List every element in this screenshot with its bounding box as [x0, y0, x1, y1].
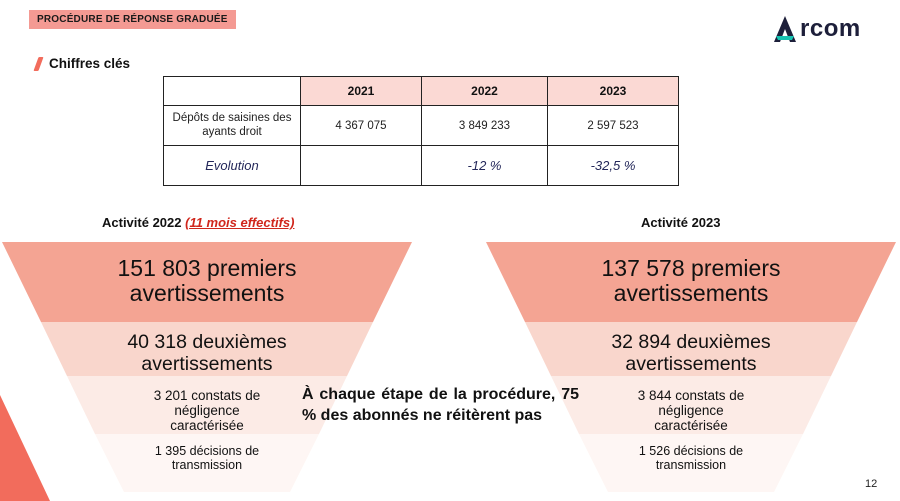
table-cell: -12 %: [422, 146, 548, 186]
funnel-2023-level-2: 32 894 deuxièmes avertissements: [611, 331, 771, 375]
funnel-2023-level-3: 3 844 constats de négligence caractérisée: [637, 388, 745, 433]
activity-2022-note: (11 mois effectifs): [185, 215, 295, 230]
table-row: [164, 146, 679, 186]
table-header-cell: 2023: [548, 77, 679, 106]
table-cell: 3 849 233: [422, 106, 548, 146]
section-title: Chiffres clés: [49, 56, 131, 71]
table-header-cell: 2021: [301, 77, 422, 106]
arcom-logo: [772, 12, 861, 46]
table-header-cell: 2022: [422, 77, 548, 106]
funnel-2023: [486, 242, 896, 492]
funnel-2023-level-4: 1 526 décisions de transmission: [638, 444, 744, 472]
funnel-2022-level-1: 151 803 premiers avertissements: [117, 255, 297, 306]
key-figures-table: [163, 76, 679, 186]
activity-2022-title: [102, 215, 294, 230]
slash-icon: [33, 57, 43, 71]
logo-wordmark: rcom: [800, 15, 861, 42]
table-cell: 2 597 523: [548, 106, 679, 146]
activity-2022-label: Activité 2022: [102, 215, 182, 230]
table-cell: -32,5 %: [548, 146, 679, 186]
section-tag: PROCÉDURE DE RÉPONSE GRADUÉE: [29, 10, 236, 29]
table-header-cell: [164, 77, 301, 106]
key-message: À chaque étape de la procédure, 75 % des abonnés ne réitèrent pas: [302, 386, 579, 424]
table-row-label: Evolution: [164, 146, 301, 186]
funnel-2022-level-4: 1 395 décisions de transmission: [154, 444, 260, 472]
page-number: 12: [865, 478, 878, 490]
activity-2023-title: Activité 2023: [641, 215, 721, 230]
funnel-2022: [2, 242, 412, 492]
arcom-logo-icon: [772, 14, 798, 44]
table-header-row: [164, 77, 679, 106]
funnel-2022-level-3: 3 201 constats de négligence caractérisée: [153, 388, 261, 433]
section-heading: [36, 56, 130, 71]
table-row: [164, 106, 679, 146]
funnel-2023-level-1: 137 578 premiers avertissements: [601, 255, 781, 306]
table-cell: [301, 146, 422, 186]
table-cell: 4 367 075: [301, 106, 422, 146]
table-row-label: Dépôts de saisines des ayants droit: [164, 106, 301, 146]
funnel-2022-level-2: 40 318 deuxièmes avertissements: [127, 331, 287, 375]
